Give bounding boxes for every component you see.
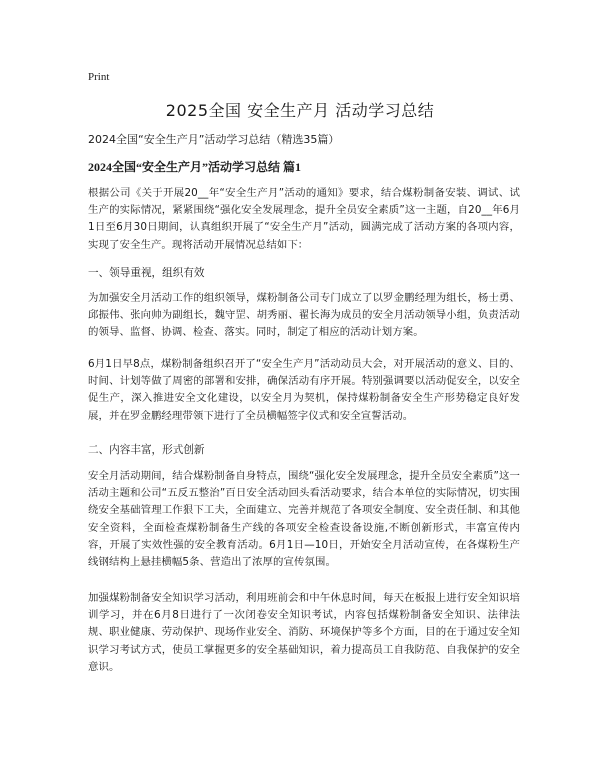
document-title: 2025全国 安全生产月 活动学习总结 (165, 101, 435, 120)
paragraph-mobilization: 6月1日早8点，煤粉制备组织召开了“安全生产月”活动动员大会，对开展活动的意义、目的、时间、计划等做了周密的部署和安排，确保活动有序开展。特别强调要以活动促安全，以安全促生产，深入推进安全文化建设，以安全月为契机，保持煤粉制备安全生产形势稳定良好发展，并在罗金鹏经理带领下进行了全员横幅签字仪式和安全宣誓活动。 (88, 358, 520, 422)
paragraph-organization: 为加强安全月活动工作的组织领导，煤粉制备公司专门成立了以罗金鹏经理为组长，杨士勇、邱振伟、张向帅为副组长，魏守罡、胡秀丽、翟长海为成员的安全月活动领导小组，负责活动的领导、监督、协调、检查、落实。同时，制定了相应的活动计划方案。 (88, 292, 520, 339)
paragraph-activities: 安全月活动期间，结合煤粉制备自身特点，围绕“强化安全发展理念，提升全员安全素质”这一活动主题和公司“五反五整治”百日安全活动回头看活动要求，结合本单位的实际情况，切实围绕安全基础管理工作狠下工夫，全面建立、完善并规范了各项安全制度、安全责任制、和其他安全资料，全面检查煤粉制备生产线的各项安全检查设备设施,不断创新形式，丰富宣传内容，开展了实效性强的安全教育活动。6月1日—10日，开始安全月活动宣传，在各煤粉生产线钢结构上悬挂横幅5条、营造出了浓厚的宣传氛围。 (88, 470, 520, 569)
section-heading: 2024全国“安全生产月”活动学习总结 篇1 (88, 160, 302, 174)
print-link[interactable]: Print (88, 71, 110, 83)
heading-leadership: 一、领导重视，组织有效 (88, 267, 205, 279)
paragraph-training: 加强煤粉制备安全知识学习活动，利用班前会和中午休息时间，每天在板报上进行安全知识培训学习，并在6月8日进行了一次闭卷安全知识考试，内容包括煤粉制备安全知识、法律法规、职业健康、劳动保护、现场作业安全、消防、环境保护等多个方面，目的在于通过安全知识学习考试方式，使员工掌握更多的安全基础知识，着力提高员工自我防范、自我保护的安全意识。 (88, 592, 520, 673)
document-subtitle: 2024全国“安全生产月”活动学习总结（精选35篇） (88, 133, 340, 146)
intro-paragraph: 根据公司《关于开展20__年“安全生产月”活动的通知》要求，结合煤粉制备安装、调试、试生产的实际情况，紧紧围绕“强化安全发展理念，提升全员安全素质”这一主题，自20__年6月1日至6月30日期间，认真组织开展了“安全生产月”活动，圆满完成了活动方案的各项内容，实现了安全生产。现将活动开展情况总结如下： (88, 187, 520, 251)
heading-content: 二、内容丰富，形式创新 (88, 444, 205, 456)
